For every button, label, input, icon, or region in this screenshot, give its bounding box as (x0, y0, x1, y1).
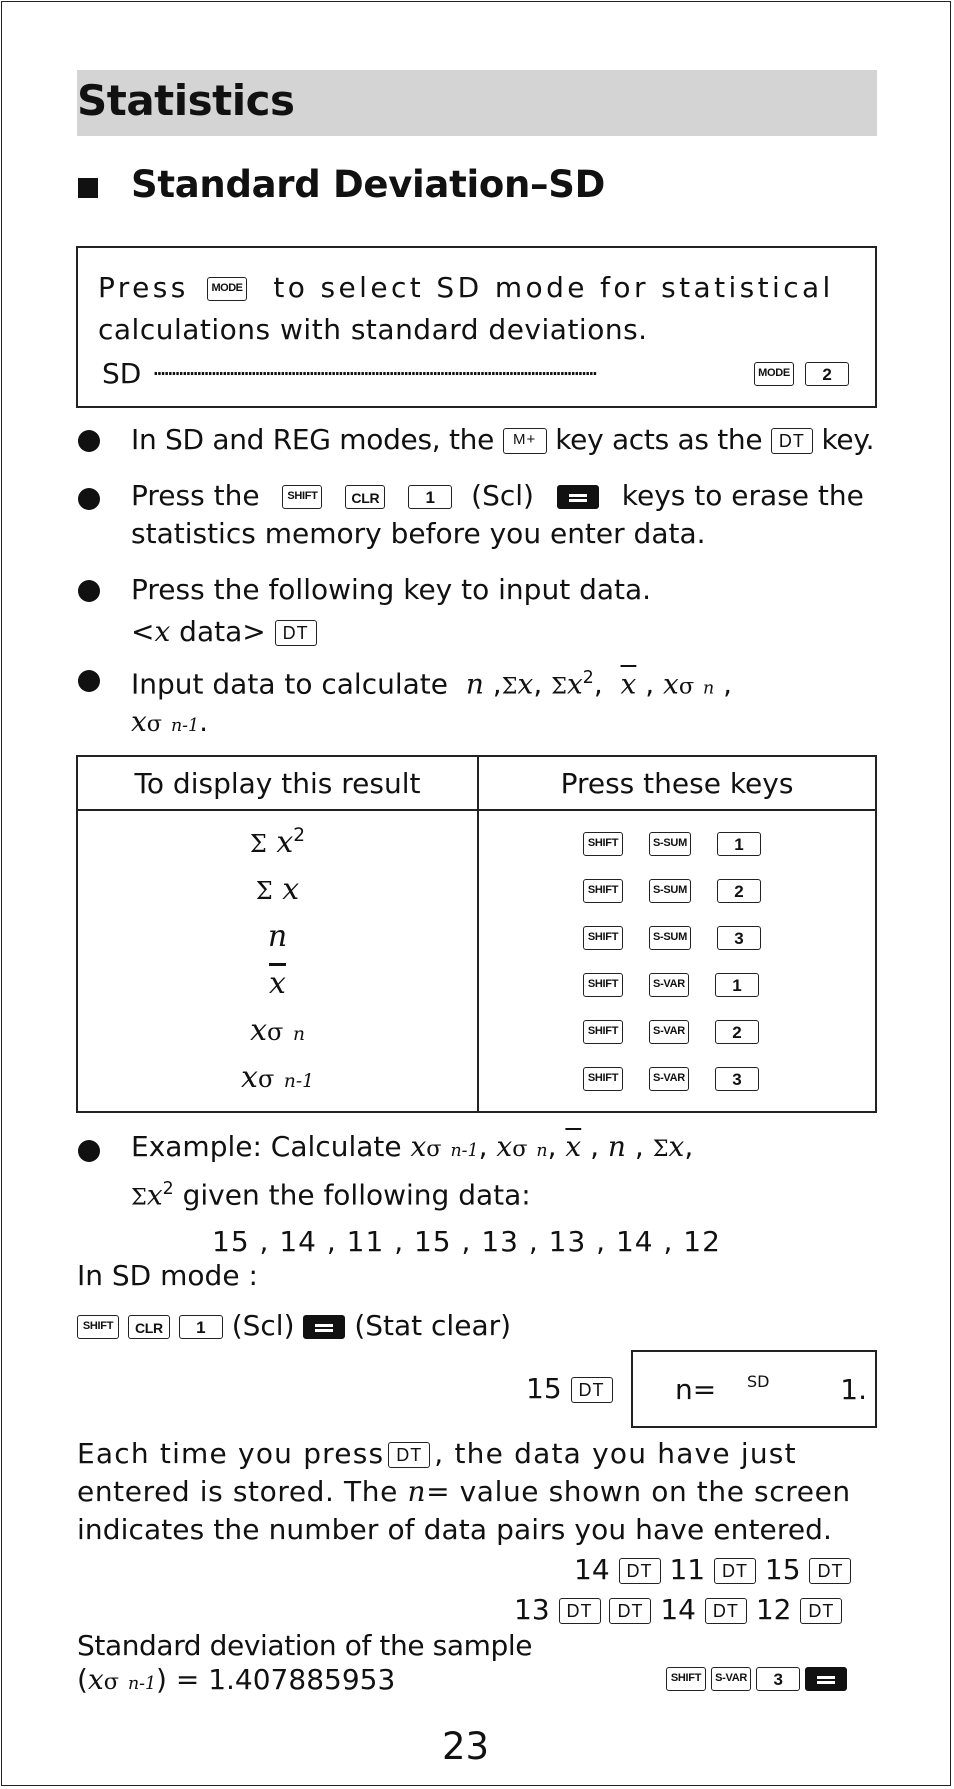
keys-cell (478, 1054, 876, 1112)
sym-x: x (241, 1060, 258, 1095)
keys-cell (478, 1007, 876, 1054)
sym-n1-sub: n-1 (127, 1674, 157, 1694)
dt-key: DT (809, 1558, 851, 1584)
sym-sum: Σ (255, 877, 273, 905)
bullet-4-line-2 (131, 704, 208, 744)
sym-x: x (663, 667, 679, 701)
one-key: 1 (408, 485, 452, 509)
square-bullet-icon (78, 178, 98, 198)
entry-15 (526, 1371, 613, 1407)
b2-scl: (Scl) (471, 479, 534, 512)
value-13: 13 (514, 1593, 550, 1626)
sym-x: x (131, 705, 147, 738)
mode-line: In SD mode : (77, 1259, 258, 1292)
sym-n1-sub: n-1 (171, 716, 200, 736)
table-header-row (77, 756, 876, 810)
sym-x: x (282, 872, 300, 907)
sym-sigma: σ (678, 673, 695, 700)
b1-text-b: key acts as the (555, 423, 763, 456)
b1-text-a: In SD and REG modes, the (131, 423, 495, 456)
sym-sq: 2 (162, 1179, 174, 1199)
one-key: 1 (717, 832, 761, 856)
bullet-3-line-1: Press the following key to input data. (131, 573, 652, 606)
sym-sigma: σ (257, 1065, 275, 1093)
value-15: 15 (526, 1372, 562, 1405)
equals-key (303, 1315, 345, 1339)
sym-n1-sub: n-1 (283, 1071, 314, 1092)
para-line-2 (77, 1474, 851, 1510)
example-line-2 (131, 1171, 531, 1215)
sym-sum: Σ (551, 673, 567, 700)
stat-clear-sequence (77, 1308, 511, 1344)
sym-xbar: $\overline{x}$ (620, 667, 637, 701)
dt-key: DT (619, 1558, 661, 1584)
two-key: 2 (717, 879, 761, 903)
sym-sum: Σ (652, 1136, 669, 1162)
sym-sq: 2 (293, 825, 306, 846)
sym-n: n (465, 667, 484, 701)
one-key: 1 (715, 973, 759, 997)
bullet-2-line-2: statistics memory before you enter data. (131, 517, 706, 550)
sym-x: x (517, 667, 534, 701)
shift-key: SHIFT (583, 1067, 623, 1091)
entry-sequence-2 (514, 1592, 842, 1628)
para-text-a: Each time you press (77, 1437, 385, 1470)
bullet-1-text (131, 422, 874, 458)
table-row (77, 960, 876, 1007)
sym-sigma: σ (103, 1669, 120, 1695)
bullet-icon (78, 580, 100, 602)
table-header-keys: Press these keys (478, 756, 876, 810)
sym-sigma: σ (426, 1136, 442, 1162)
sym-sq: 2 (582, 668, 594, 688)
scl-label: (Scl) (231, 1309, 295, 1342)
shift-key: SHIFT (282, 485, 322, 509)
stat-clear-label: (Stat clear) (354, 1309, 512, 1342)
result-sample-sd (77, 1054, 478, 1112)
intro-line-1 (98, 270, 834, 306)
bullet-icon (78, 1140, 100, 1162)
b2-text-c: keys to erase the (621, 479, 864, 512)
value-14: 14 (574, 1553, 610, 1586)
value-15: 15 (764, 1553, 801, 1586)
sym-sum: Σ (131, 1184, 147, 1211)
table-row (77, 1007, 876, 1054)
b4-text: Input data to calculate (131, 667, 448, 701)
s-sum-key: S-SUM (649, 832, 691, 856)
entry-sequence-1 (574, 1552, 851, 1588)
page-title: Statistics (77, 76, 295, 125)
clr-key: CLR (345, 485, 385, 509)
sym-n: n (267, 919, 288, 954)
dt-key: DT (800, 1598, 842, 1624)
equals-key (805, 1667, 847, 1691)
table-row (77, 1054, 876, 1112)
period: . (199, 705, 208, 738)
sym-n: n (407, 1475, 427, 1508)
results-table (76, 755, 877, 1113)
table-row (77, 810, 876, 866)
comma: , (593, 667, 603, 701)
value-12: 12 (755, 1593, 792, 1626)
sym-x: x (87, 1663, 104, 1696)
comma: , (492, 667, 502, 701)
keys-cell (478, 913, 876, 960)
m-plus-key: M+ (503, 428, 547, 454)
three-key: 3 (715, 1067, 759, 1091)
table-row (77, 913, 876, 960)
three-key: 3 (756, 1667, 800, 1691)
keys-cell (478, 810, 876, 866)
sym-n1-sub: n-1 (450, 1141, 479, 1161)
lcd-display (631, 1350, 877, 1428)
sym-x: x (276, 825, 294, 860)
mode-key: MODE (207, 277, 247, 301)
comma: , (547, 1130, 557, 1163)
sym-n-sub: n (536, 1141, 548, 1161)
sym-n: n (607, 1130, 626, 1163)
s-var-key: S-VAR (649, 1067, 689, 1091)
s-var-key: S-VAR (649, 1020, 689, 1044)
comma: , (590, 1130, 600, 1163)
dt-key: DT (714, 1558, 756, 1584)
s-sum-key: S-SUM (649, 926, 691, 950)
s-var-key: S-VAR (649, 973, 689, 997)
one-key: 1 (179, 1315, 223, 1339)
dt-key: DT (571, 1377, 613, 1403)
sym-x: x (250, 1013, 267, 1048)
b3-data: data> (179, 615, 266, 648)
shift-key: SHIFT (77, 1315, 119, 1339)
dt-key: DT (559, 1598, 601, 1624)
comma: , (684, 1130, 694, 1163)
result-value-line (77, 1662, 395, 1702)
b2-text-a: Press the (131, 479, 260, 512)
comma: , (634, 1130, 644, 1163)
example-line-1 (131, 1129, 693, 1169)
result-n (77, 913, 478, 960)
para-line-3: indicates the number of data pairs you have entered. (77, 1513, 833, 1546)
bullet-icon (78, 488, 100, 510)
intro-select-text: to select SD mode for statistical (273, 271, 834, 304)
sym-x: x (146, 1178, 163, 1212)
shift-key: SHIFT (583, 1020, 623, 1044)
dt-key: DT (275, 620, 317, 646)
result-sum-x (77, 866, 478, 913)
clr-key: CLR (128, 1315, 170, 1339)
comma: , (533, 667, 543, 701)
keys-cell (478, 960, 876, 1007)
comma: , (645, 667, 655, 701)
shift-key: SHIFT (583, 926, 623, 950)
lcd-value: 1. (840, 1373, 867, 1406)
result-value: ) = 1.407885953 (156, 1663, 396, 1696)
para-text-b: , the data you have just (434, 1437, 797, 1470)
shift-key: SHIFT (583, 832, 623, 856)
paren-open: ( (77, 1663, 88, 1696)
example-given-text: given the following data: (182, 1178, 531, 1212)
equals-key (557, 485, 599, 509)
two-key: 2 (805, 362, 849, 386)
shift-key: SHIFT (583, 879, 623, 903)
result-sum-x2 (77, 810, 478, 866)
lcd-mode-indicator: SD (747, 1372, 770, 1391)
result-pop-sd (77, 1007, 478, 1054)
intro-press: Press (98, 271, 189, 304)
comma: , (478, 1130, 488, 1163)
mode-key: MODE (754, 362, 794, 386)
sym-sum: Σ (249, 830, 267, 858)
bullet-icon (78, 670, 100, 692)
value-11: 11 (669, 1553, 706, 1586)
sym-sigma: σ (146, 711, 163, 737)
keys-cell (478, 866, 876, 913)
b3-lt: < (131, 615, 155, 648)
leader-dots: ·························································································································· (152, 360, 595, 388)
value-14: 14 (660, 1593, 696, 1626)
page-number: 23 (442, 1725, 490, 1768)
dt-key: DT (705, 1598, 747, 1624)
section-title: Standard Deviation–SD (131, 163, 605, 206)
s-var-key: S-VAR (711, 1667, 751, 1691)
sym-x: x (496, 1130, 513, 1163)
sym-sigma: σ (512, 1136, 528, 1162)
table-header-result: To display this result (77, 756, 478, 810)
bullet-3-line-2 (131, 614, 317, 650)
bullet-icon (78, 430, 100, 452)
table-row (77, 866, 876, 913)
sym-x: x (410, 1130, 427, 1163)
shift-key: SHIFT (666, 1667, 706, 1691)
sym-n-sub: n (292, 1024, 305, 1045)
para-line-1 (77, 1436, 797, 1472)
sym-sigma: σ (267, 1018, 284, 1046)
result-key-sequence (666, 1667, 847, 1691)
example-data-values: 15 , 14 , 11 , 15 , 13 , 13 , 14 , 12 (212, 1225, 721, 1258)
dt-key: DT (771, 428, 813, 454)
sym-x: x (668, 1130, 685, 1163)
sym-x: x (566, 667, 583, 701)
result-label: Standard deviation of the sample (77, 1629, 533, 1662)
sym-sum: Σ (501, 673, 518, 700)
sym-xbar: $\overline{x}$ (269, 966, 286, 1001)
three-key: 3 (717, 926, 761, 950)
comma: , (723, 667, 733, 701)
s-sum-key: S-SUM (649, 879, 691, 903)
sym-n-sub: n (703, 678, 715, 699)
result-mean (77, 960, 478, 1007)
lcd-label: n= (675, 1373, 717, 1406)
bullet-2-line-1 (131, 478, 864, 514)
bullet-4-line-1 (131, 660, 732, 706)
sd-key-sequence (754, 362, 849, 386)
shift-key: SHIFT (583, 973, 623, 997)
b3-x: x (154, 615, 171, 648)
dt-key: DT (609, 1598, 651, 1624)
dt-key: DT (388, 1442, 430, 1468)
para-text-d: = value shown on the screen (426, 1475, 851, 1508)
sym-xbar: $\overline{x}$ (565, 1130, 582, 1163)
b1-text-c: key. (821, 423, 875, 456)
intro-line-3-label: SD (102, 357, 142, 390)
two-key: 2 (715, 1020, 759, 1044)
para-text-c: entered is stored. The (77, 1475, 398, 1508)
example-label: Example: Calculate (131, 1130, 402, 1163)
intro-line-2: calculations with standard deviations. (98, 313, 648, 346)
